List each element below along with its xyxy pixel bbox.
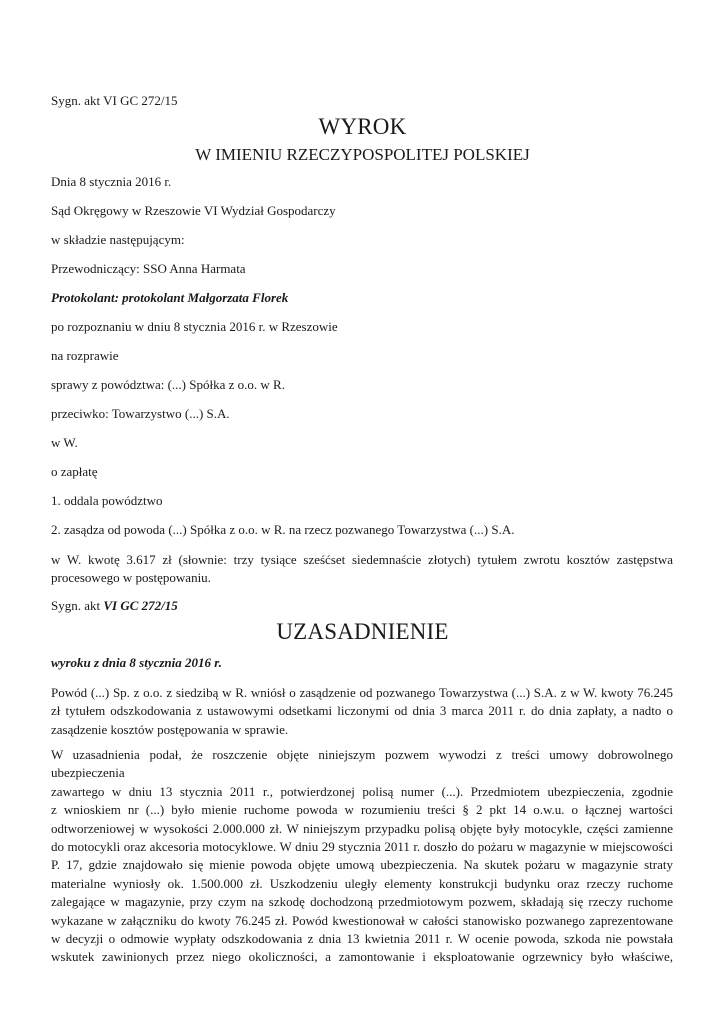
paragraph-line: P. 17, gdzie znajdowało się mienie powoda objęte umową ubezpieczenia. Na skutek pożaru w magazynie straty [51, 857, 673, 873]
defendant-city: w W. [51, 435, 78, 450]
paragraph-line: materialne wyniosły ok. 1.500.000 zł. Uszkodzeniu uległy elementy konstrukcji budynku oraz rzeczy ruchome [51, 875, 673, 891]
plaintiff: sprawy z powództwa: (...) Spółka z o.o. w R. [51, 377, 285, 392]
costs-line-1: w W. kwotę 3.617 zł (słownie: trzy tysiące sześćset siedemnaście złotych) tytułem zwrotu kosztów zastępstwa [51, 552, 673, 567]
paragraph-line: zalegające w magazynie, przy czym na szkodę dochodzoną przedmiotowym pozwem, składają się rzeczy ruchome [51, 894, 673, 910]
paragraph-line: w decyzji o odmowie wypłaty odszkodowania z dnia 13 kwietnia 2011 r. W ocenie powoda, szkoda nie powstała [51, 931, 673, 947]
costs-paragraph [51, 551, 673, 588]
document-subtitle: W IMIENIU RZECZYPOSPOLITEJ POLSKIEJ [195, 145, 530, 164]
justification-title: UZASADNIENIE [276, 619, 449, 644]
case-subject: o zapłatę [51, 464, 98, 479]
court-clerk: Protokolant: protokolant Małgorzata Florek [51, 290, 289, 305]
paragraph-line: wykazane w załączniku do kwoty 76.245 zł. Powód kwestionował w całości stanowisko pozwanego zaprezentowane [51, 912, 673, 928]
paragraph-line: wskutek zawinionych przez niego okoliczności, a zamontowanie i eksploatowanie ogrzewnicy było właściwe, [51, 949, 673, 965]
costs-line-2: procesowego w postępowaniu. [51, 570, 211, 586]
paragraph-2 [51, 746, 673, 967]
document-title: WYROK [318, 114, 407, 139]
court-name: Sąd Okręgowy w Rzeszowie VI Wydział Gospodarczy [51, 203, 336, 218]
justification-subtitle: wyroku z dnia 8 stycznia 2016 r. [51, 655, 222, 670]
court-composition: w składzie następującym: [51, 232, 185, 247]
paragraph-line: Powód (...) Sp. z o.o. z siedzibą w R. wniósł o zasądzenie od pozwanego Towarzystwa (...) S.A. z w W. kwoty 76.245 [51, 685, 673, 700]
paragraph-line: zł tytułem odszkodowania z ustawowymi odsetkami liczonymi od dnia 3 marca 2011 r. do dnia zapłaty, a nadto o [51, 703, 673, 719]
ruling-item-1: 1. oddala powództwo [51, 493, 163, 508]
case-signature-prefix: Sygn. akt [51, 598, 104, 613]
case-signature: Sygn. akt VI GC 272/15 [51, 93, 178, 108]
judgment-date: Dnia 8 stycznia 2016 r. [51, 174, 172, 189]
presiding-judge: Przewodniczący: SSO Anna Harmata [51, 261, 246, 276]
paragraph-line: zasądzenie kosztów postępowania w sprawie. [51, 721, 289, 737]
paragraph-1 [51, 684, 673, 739]
paragraph-line: zawartego w dniu 13 stycznia 2011 r., potwierdzonej polisą numer (...). Przedmiotem ubezpieczenia, zgodnie [51, 783, 673, 799]
paragraph-line: z wnioskiem nr (...) było mienie ruchome powoda w rozumieniu treści § 2 pkt 14 o.w.u. o łącznej wartości [51, 802, 673, 818]
paragraph-line: W uzasadnienia podał, że roszczenie objęte niniejszym pozwem wywodzi z treści umowy dobrowolnego ubezpieczenia [51, 747, 673, 781]
case-signature-number: VI GC 272/15 [103, 598, 178, 613]
defendant: przeciwko: Towarzystwo (...) S.A. [51, 406, 230, 421]
paragraph-line: do motocykli oraz akcesoria motocyklowe. W dniu 29 stycznia 2011 r. doszło do pożaru w magazynie w miejscowości [51, 839, 673, 855]
paragraph-line: odtworzeniowej w wysokości 2.000.000 zł. W niniejszym przypadku polisą objęte były motocykle, części zamienne [51, 820, 673, 836]
case-signature-2 [51, 598, 178, 614]
hearing-date-place: po rozpoznaniu w dniu 8 stycznia 2016 r. w Rzeszowie [51, 319, 338, 334]
hearing-type: na rozprawie [51, 348, 119, 363]
ruling-item-2: 2. zasądza od powoda (...) Spółka z o.o. w R. na rzecz pozwanego Towarzystwa (...) S.A. [51, 522, 515, 537]
